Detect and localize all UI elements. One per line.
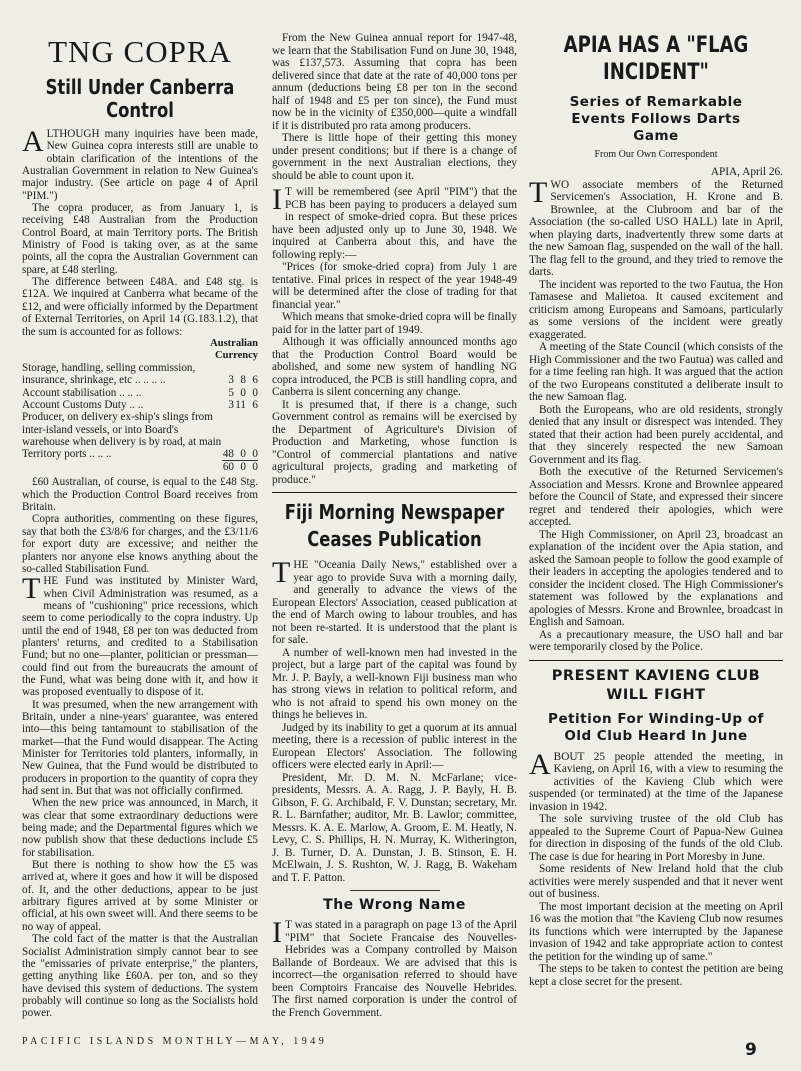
table-row: Producer, on delivery ex-ship's slings from inter-island vessels, or into Board's warehouse when delivery is by road, at main Territory ports .. .. .. 48 0 0 xyxy=(22,411,258,461)
paragraph: A meeting of the State Council (which consists of the High Commissioner and the two Fautua) was called and for a time feeling ran high. It was argued that the action of the two Europeans constituted a deliberate insult to the new Samoan flag. xyxy=(529,341,783,403)
table-row: Storage, handling, selling commission, insurance, shrinkage, etc .. .. .. .. 3 8 6 xyxy=(22,361,258,387)
paragraph: The copra producer, as from January 1, is receiving £48 Australian from the Production Control Board, at main Territory ports. The British Ministry of Food is taking over, as at the same points, all the copra the Australian Government can spare, at £48 sterling. xyxy=(22,202,258,276)
column-middle xyxy=(272,32,517,1019)
paragraph: I T will be remembered (see April "PIM") that the PCB has been paying to producers a delayed sum in respect of smoke-dried copra. But these prices have been adjusted only up to June 30, 1948. We inquired at Canberra about this, and have the following reply:— xyxy=(272,183,517,261)
paragraph: Although it was officially announced months ago that the Production Control Board would be abolished, and some new system of handling NG copra introduced, the PCB is still handling copra, and Canberra is silent concerning any change. xyxy=(272,336,517,398)
paragraph: The High Commissioner, on April 23, broadcast an explanation of the incident over the Apia station, and asked the Samoan people to follow the good example of their leaders in accepting the apologies tendered and to consider the incident closed. The High Commissioner's statement was followed by the explanations and apologies of Messrs. Krone and Brownlee, broadcast in English and Samoan. xyxy=(529,528,783,628)
paragraph: When the new price was announced, in March, it was clear that some extraordinary deductions were being made; and the Departmental figures which we now publish show that these deductions include £5 for stabilisation. xyxy=(22,797,258,859)
paragraph: Some residents of New Ireland hold that the club activities were merely suspended and that it never went out of business. xyxy=(529,863,783,900)
footer-publication: PACIFIC ISLANDS MONTHLY—MAY, 1949 xyxy=(22,1036,328,1047)
paragraph: President, Mr. D. M. N. McFarlane; vice-presidents, Messrs. A. A. Ragg, J. P. Bayly, H. B. Gibson, F. G. Archibald, F. V. Dunstan; secretary, Mr. R. L. Barnfather; auditor, Mr. B. Lawlor; committee, Messrs. K. A. E. Marlow, A. Groom, E. M. Heatly, N. Levy, C. S. Phillips, H. N. Murray, K. Witherington, J. B. Turner, D. A. Dunstan, J. B. Stinson, E. H. McElwain, J. S. Rushton, W. J. Ragg, B. Wakeham and T. F. Patton. xyxy=(272,771,517,884)
paragraph: THE "Oceania Daily News," established over a year ago to provide Suva with a morning daily, and generally to advance the views of the European Electors' Association, ceased publication at the end of March owing to labour troubles, and has not been re-started. It is understood that the plant is for sale. xyxy=(272,556,517,646)
paragraph: Which means that smoke-dried copra will be finally paid for in the latter part of 1949. xyxy=(272,311,517,336)
paragraph: I T was stated in a paragraph on page 13 of the April "PIM" that Societe Francaise des Nouvelles-Hebrides was a Company controlled by Maison Ballande of Bordeaux. We are advised that this is incorrect—the organisation referred to should have been Comptoirs Francaise des Nouvelle Hebrides. The first named corporation is under the control of the French Government. xyxy=(272,916,517,1019)
paragraph: A number of well-known men had invested in the project, but a large part of the capital was found by Mr. J. P. Bayly, a well-known Fiji business man who has strong views in relation to political reform, and who is not afraid to spend his own money on the things he believes in. xyxy=(272,646,517,721)
paragraph: From the New Guinea annual report for 1947-48, we learn that the Stabilisation Fund on June 30, 1948, was £137,573. Assuming that copra has been delivered since that date at the rate of 40,000 tons per annum (deductions being £8 per ton in the second half of 1948 and £5 per ton since), the Fund must now be in the vicinity of £350,000—quite a windfall if it is distributed pro rata among producers. xyxy=(272,32,517,132)
deductions-table xyxy=(22,362,258,474)
headline-kavieng-club: PRESENT KAVIENG CLUB WILL FIGHT xyxy=(551,667,761,703)
divider xyxy=(350,890,440,891)
paragraph: Both the executive of the Returned Servicemen's Association and Messrs. Krone and Brownlee appeared before the Council of State, and expressed their sincere regret and tendered their apologies, which were accepted. xyxy=(529,466,783,528)
table-row: Account Customs Duty .. .. 3 11 6 xyxy=(22,398,258,411)
paragraph: ALTHOUGH many inquiries have been made, New Guinea copra interests still are unable to obtain clarification of the intentions of the Australian Government in relation to New Guinea's major industry. (See article on page 4 of April "PIM.") xyxy=(22,125,258,202)
headline-apia-flag: APIA HAS A "FLAG INCIDENT" xyxy=(563,33,749,85)
paragraph: It was presumed, when the new arrangement with Britain, under a nine-years' guarantee, was entered into—this being tantamount to stabilisation of the market—that the Fund would disappear. The Acting Minister for Territories told planters, informally, in New Guinea, that the Fund would be distributed to producers in proportion to the quantity of copra they had sent in. But that was not officially confirmed. xyxy=(22,698,258,798)
paragraph: Judged by its inability to get a quorum at its annual meeting, there is a recession of public interest in the European Electors' Association. The following officers were elected early in April:— xyxy=(272,721,517,771)
paragraph: As a precautionary measure, the USO hall and bar were temporarily closed by the Police. xyxy=(529,628,783,653)
divider xyxy=(529,660,783,661)
paragraph: "Prices (for smoke-dried copra) from July 1 are tentative. Final prices in respect of the year 1948-49 will be determined after the close of trading for that financial year." xyxy=(272,261,517,311)
table-total-row: 60 0 0 xyxy=(222,461,258,474)
headline-tng-copra: TNG COPRA xyxy=(48,34,232,69)
divider xyxy=(272,492,517,493)
paragraph: The difference between £48A. and £48 stg. is £12A. We inquired at Canberra what became of the £12, and were officially informed by the Department of External Territories, on April 14 (G.183.1.2), that the sum is accounted for as follows: xyxy=(22,276,258,338)
headline-fiji-newspaper: Fiji Morning Newspaper Ceases Publication xyxy=(284,500,505,551)
paragraph: Copra authorities, commenting on these figures, say that both the £3/8/6 for charges, and the £3/11/6 for export duty are excessive; and neither the planters nor anyone else knows anything about the so-called Stabilisation Fund. xyxy=(22,513,258,575)
byline: From Our Own Correspondent xyxy=(594,149,718,160)
paragraph: But there is nothing to show how the £5 was arrived at, where it goes and how it will be disposed of. It, and the other deductions, appear to be just arbitrary figures arrived at by some Minister or official, at his own sweet will. And there seems to be no way of appeal. xyxy=(22,859,258,933)
paragraph: Both the Europeans, who are old residents, strongly denied that any insult or disrespect was intended. They stated that their action had been purely accidental, and that they sincerely respected the new Samoan Government and its flag. xyxy=(529,403,783,466)
table-header: Australian Currency xyxy=(210,337,258,361)
subhead-canberra-control: Still Under Canberra Control xyxy=(45,75,235,122)
paragraph: It is presumed that, if there is a change, such Government control as remains will be exercised by the Department of Agriculture's Division of Production and Marketing, whose function is "Control of commercial plantations and native agricultural projects, grading and marketing of produce." xyxy=(272,398,517,486)
paragraph: TWO associate members of the Returned Servicemen's Association, H. Krone and B. Brownlee, at the Clubroom and bar of the Association (the so-called USO HALL) late in April, when playing darts, inadvertently threw some darts at the new Samoan flag, suspended on the wall of the hall. The flag fell to the ground, and they tried to remove the darts. xyxy=(529,175,783,278)
column-apia xyxy=(529,0,783,988)
paragraph: There is little hope of their getting this money under present conditions; but if there is a change of government in the next Australian elections, they should be able to count upon it. xyxy=(272,132,517,182)
paragraph: The most important decision at the meeting on April 16 was the motion that "the Kavieng Club now resumes its functions which were interrupted by the Japanese invasion of 1942 and take appropriate action to contest the petition for the winding up of same." xyxy=(529,900,783,963)
page-number: 9 xyxy=(745,1040,757,1060)
paragraph: The sole surviving trustee of the old Club has appealed to the Supreme Court of Papua-New Guinea for direction in disposing of the funds of the old Club. The case is due for hearing in Port Moresby in June. xyxy=(529,813,783,863)
headline-wrong-name: The Wrong Name xyxy=(323,897,466,913)
subhead-darts-game: Series of Remarkable Events Follows Darts Game xyxy=(569,94,743,144)
paragraph: The incident was reported to the two Fautua, the Hon Tamasese and Malietoa. It caused excitement and criticism among Europeans and Samoans, particularly as some versions of the incident were greatly exaggerated. xyxy=(529,278,783,341)
paragraph: THE Fund was instituted by Minister Ward, when Civil Administration was resumed, as a means of "cushioning" price recessions, which seem to come periodically to the copra industry. Up until the end of 1948, £8 per ton was deducted from planters' returns, and credited to a Stabilisation Fund; but no one—planter, politician or pressman—could find out from the bureaucrats the amount of the Fund, what was being done with it, and how it was proposed eventually to dispose of it. xyxy=(22,572,258,699)
paragraph: £60 Australian, of course, is equal to the £48 Stg. which the Production Control Board receives from Britain. xyxy=(22,476,258,514)
subhead-winding-up: Petition For Winding-Up of Old Club Heard In June xyxy=(548,710,764,744)
table-row: Account stabilisation .. .. .. 5 0 0 xyxy=(22,386,258,399)
dateline: APIA, April 26. xyxy=(710,166,783,178)
paragraph: ABOUT 25 people attended the meeting, in Kavieng, on April 16, with a view to resuming the activities of the Kavieng Club which were suspended (or terminated) at the time of the Japanese invasion in 1942. xyxy=(529,747,783,813)
paragraph: The cold fact of the matter is that the Australian Socialist Administration simply cannot bear to see the "emissaries of private enterprise," the planters, getting anything like £60A. per ton, and so they have devised this system of deductions. The system probably will continue so long as the Socialists hold power. xyxy=(22,933,258,1020)
paragraph: The steps to be taken to contest the petition are being kept a close secret for the present. xyxy=(529,963,783,988)
column-copra xyxy=(22,0,258,1020)
